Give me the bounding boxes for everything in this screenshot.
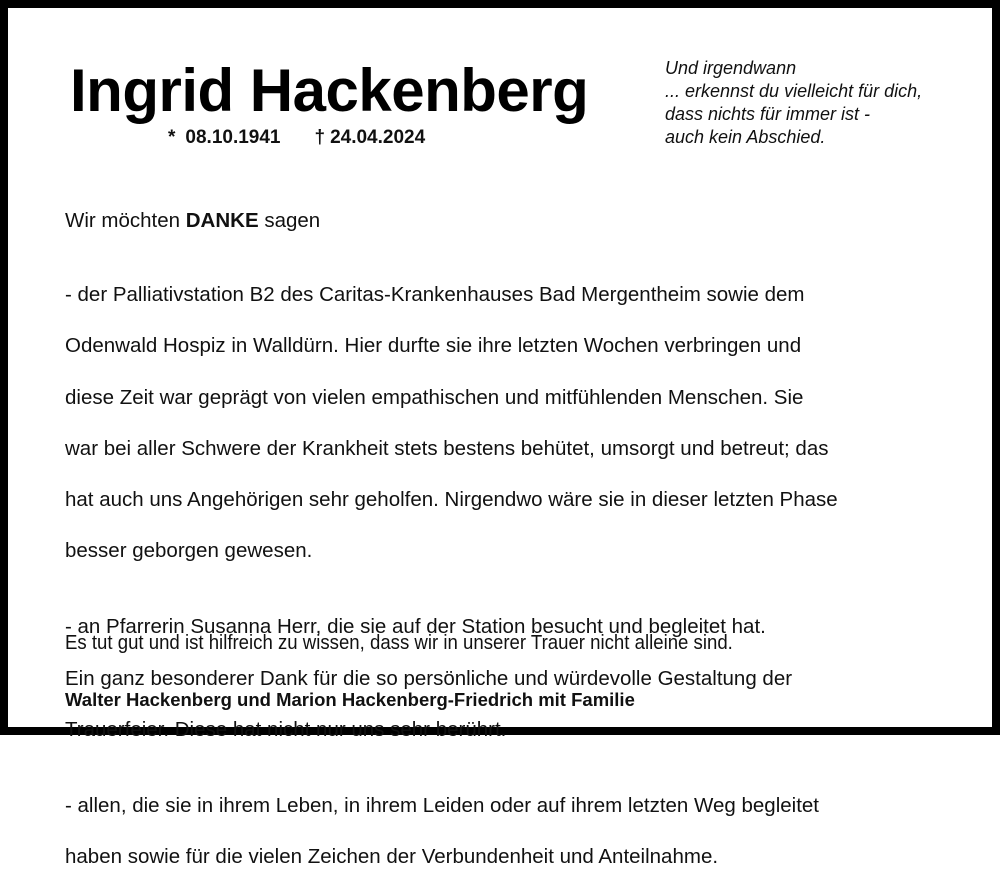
intro-emphasis: DANKE [185,209,259,232]
intro-suffix: sagen [258,209,321,232]
birth-date: 08.10.1941 [185,127,281,148]
text-line: Ein ganz besonderer Dank für die so persönliche und würdevolle Gestaltung der [65,666,793,690]
intro-prefix: Wir möchten [65,209,186,232]
thanks-paragraph-pastor [65,589,985,743]
poem-line: ... erkennst du vielleicht für dich, [665,81,923,101]
text-line: Trauerfeier. Diese hat nicht nur uns sehr berührt. [65,717,507,741]
birth-star-icon: * [168,127,176,148]
text-line: - an Pfarrerin Susanna Herr, die sie auf der Station besucht und begleitet hat. [65,615,766,639]
closing-sentence: Es tut gut und ist hilfreich zu wissen, dass wir in unserer Trauer nicht alleine sind. [65,632,733,654]
death-date: 24.04.2024 [330,127,426,148]
text-line: war bei aller Schwere der Krankheit stets bestens behütet, umsorgt und betreut; das [65,436,829,460]
poem-quote [665,57,922,149]
text-line: haben sowie für die vielen Zeichen der Verbundenheit und Anteilnahme. [65,845,719,869]
thanks-intro [65,208,985,234]
text-line: hat auch uns Angehörigen sehr geholfen. Nirgendwo wäre sie in dieser letzten Phase [65,487,838,511]
thanks-paragraph-all [65,767,985,869]
thanks-paragraph-palliative [65,257,985,564]
deceased-name: Ingrid Hackenberg [70,57,589,124]
poem-line: dass nichts für immer ist - [665,104,871,124]
life-dates [168,126,425,150]
text-line: diese Zeit war geprägt von vielen empathischen und mitfühlenden Menschen. Sie [65,385,804,409]
text-line: - der Palliativstation B2 des Caritas-Krankenhauses Bad Mergentheim sowie dem [65,283,805,307]
text-line: Odenwald Hospiz in Walldürn. Hier durfte sie ihre letzten Wochen verbringen und [65,334,802,358]
death-cross-icon: † [314,127,326,148]
text-line: besser geborgen gewesen. [65,539,313,563]
family-signature: Walter Hackenberg und Marion Hackenberg-Friedrich mit Familie [65,689,635,710]
text-line: - allen, die sie in ihrem Leben, in ihrem Leiden oder auf ihrem letzten Weg begleitet [65,793,819,817]
thanks-body [65,208,985,895]
poem-line: auch kein Abschied. [665,127,826,147]
poem-line: Und irgendwann [665,58,797,78]
